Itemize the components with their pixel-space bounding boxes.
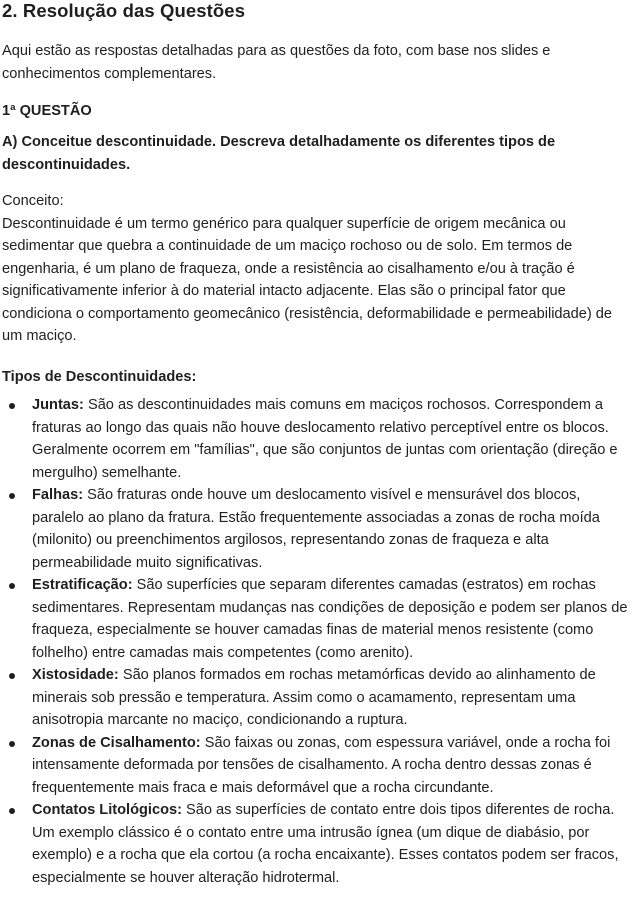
concept-paragraph: Descontinuidade é um termo genérico para qualquer superfície de origem mecânica ou sedimentar que quebra a continuidade de um maciço rochoso ou de solo. Em termos de engenharia, é um plano de fraqueza, onde a resistência ao cisalhamento e/ou à tração é significativamente inferior à do material intacto adjacente. Elas são o principal fator que condiciona o comportamento geomecânico (resistência, deformabilidade e permeabilidade) de um maciço.	[2, 215, 613, 344]
list-item-estratificacao	[2, 574, 632, 664]
list-item-juntas	[2, 394, 632, 484]
list-item-term: Estratificação:	[32, 577, 133, 593]
question-text: A) Conceitue descontinuidade. Descreva detalhadamente os diferentes tipos de descontinuidades.	[2, 134, 556, 173]
list-item-xistosidade	[2, 664, 632, 732]
list-item-contatos-litologicos	[2, 799, 632, 889]
list-item-term: Juntas:	[32, 397, 84, 413]
list-item-term: Xistosidade:	[32, 667, 119, 683]
list-item-text: São planos formados em rochas metamórficas devido ao alinhamento de minerais sob pressão e temperatura. Assim como o acamamento, representam uma anisotropia marcante no maciço, condicionando a ruptura.	[32, 667, 596, 728]
bullet-icon	[9, 403, 15, 409]
section-title: 2. Resolução das Questões	[2, 0, 246, 21]
bullet-icon	[9, 808, 15, 814]
list-item-term: Falhas:	[32, 487, 84, 503]
list-item-text: São fraturas onde houve um deslocamento visível e mensurável dos blocos, paralelo ao plano da fratura. Estão frequentemente associadas a zonas de rocha moída (milonito) ou preenchimentos argilosos, representando zonas de fraqueza e alta permeabilidade muito significativas.	[32, 487, 600, 571]
bullet-icon	[9, 583, 15, 589]
list-item-zonas-de-cisalhamento	[2, 732, 632, 800]
list-item-term: Contatos Litológicos:	[32, 802, 182, 818]
types-heading: Tipos de Descontinuidades:	[2, 368, 197, 385]
concept-label: Conceito:	[2, 193, 64, 209]
list-item-text: São as descontinuidades mais comuns em maciços rochosos. Correspondem a fraturas ao longo das quais não houve deslocamento relativo perceptível entre os blocos. Geralmente ocorrem em "famílias", que são conjuntos de juntas com orientação (direção e mergulho) semelhante.	[32, 397, 618, 481]
types-list	[2, 394, 632, 889]
list-item-text: São superfícies que separam diferentes camadas (estratos) em rochas sedimentares. Representam mudanças nas condições de deposição e podem ser planos de fraqueza, especialmente se houver camadas finas de material menos resistente (como folhelho) entre camadas mais competentes (como arenito).	[32, 577, 628, 661]
list-item-term: Zonas de Cisalhamento:	[32, 734, 201, 751]
bullet-icon	[9, 493, 15, 499]
list-item-falhas	[2, 484, 632, 574]
bullet-icon	[9, 673, 15, 679]
list-item-text: São faixas ou zonas, com espessura variável, onde a rocha foi intensamente deformada por tensões de cisalhamento. A rocha dentro dessas zonas é frequentemente mais fraca e mais deformável que a rocha circundante.	[32, 734, 611, 796]
question-header: 1ª QUESTÃO	[2, 103, 92, 119]
bullet-icon	[9, 741, 15, 747]
intro-paragraph: Aqui estão as respostas detalhadas para as questões da foto, com base nos slides e conhecimentos complementares.	[2, 43, 551, 82]
list-item-text: São as superfícies de contato entre dois tipos diferentes de rocha. Um exemplo clássico é o contato entre uma intrusão ígnea (um dique de diabásio, por exemplo) e a rocha que ela cortou (a rocha encaixante). Esses contatos podem ser fracos, especialmente se houver alteração hidrotermal.	[32, 802, 619, 886]
